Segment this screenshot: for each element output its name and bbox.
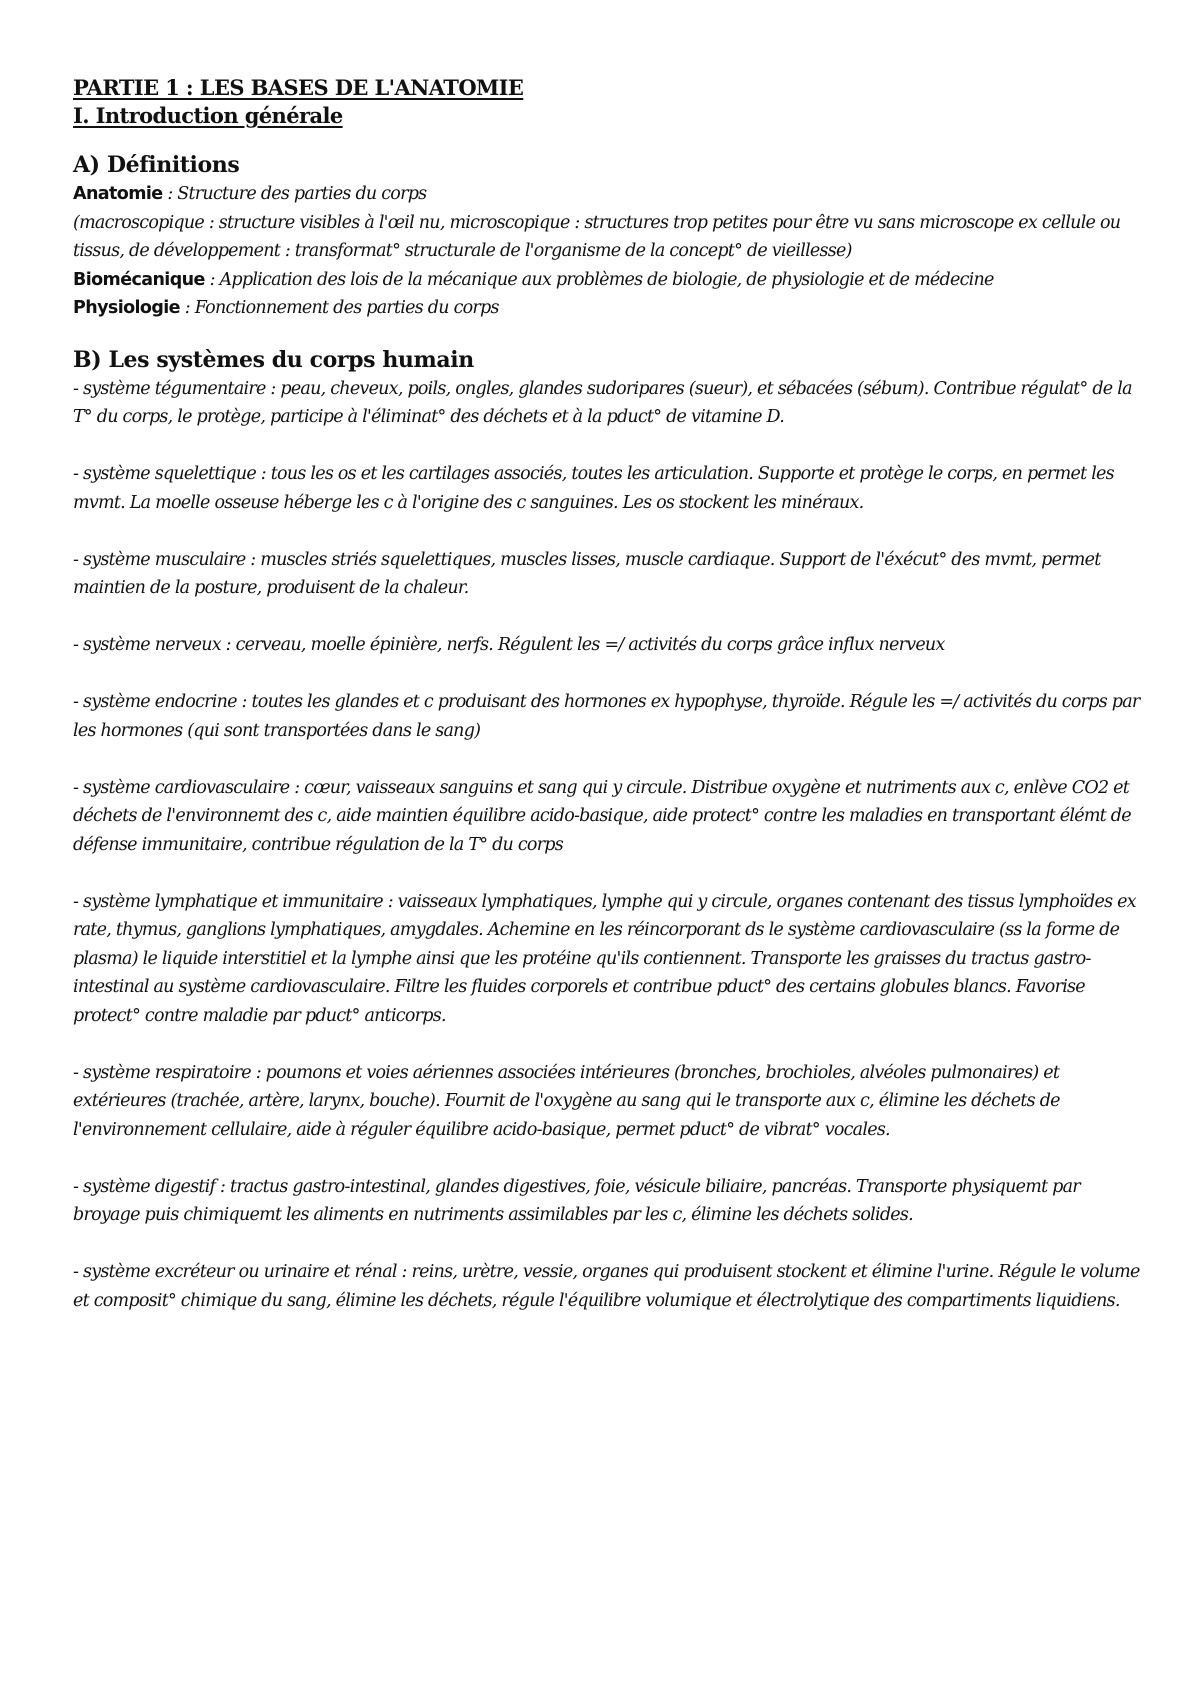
system-lymphatique: - système lymphatique et immunitaire : vaisseaux lymphatiques, lymphe qui y circule, organes contenant des tissus lymphoïdes ex rate, thymus, ganglions lymphatiques, amygdales. Achemine en les réincorporant ds le système cardiovasculaire (ss la forme de plasma) le liquide interstitiel et la lymphe ainsi que les protéine qu'ils contiennent. Transporte les graisses du tractus gastro-intestinal au système cardiovasculaire. Filtre les fluides corporels et contribue pduct° des certains globules blancs. Favorise protect° contre maladie par pduct° anticorps. (73, 891, 1136, 1026)
definition-anatomie-details (73, 209, 1143, 266)
definition-anatomie (73, 180, 1143, 209)
definition-text: (macroscopique : structure visibles à l'œil nu, microscopique : structures trop petites pour être vu sans microscope ex cellule ou tissus, de développement : transformat° structurale de l'organisme de la concept° de vieillesse) (73, 212, 1121, 261)
system-squelettique: - système squelettique : tous les os et les cartilages associés, toutes les articulation. Supporte et protège le corps, en permet les mvmt. La moelle osseuse héberge les c à l'origine des c sanguines. Les os stockent les minéraux. (73, 464, 1114, 513)
section-a-heading: A) Définitions (73, 152, 240, 178)
section-b-heading: B) Les systèmes du corps humain (73, 346, 474, 373)
system-nerveux: - système nerveux : cerveau, moelle épinière, nerfs. Régulent les =/ activités du corps grâce influx nerveux (73, 635, 945, 655)
part-title: PARTIE 1 : LES BASES DE L'ANATOMIE (73, 75, 524, 100)
system-excreteur: - système excréteur ou urinaire et rénal : reins, urètre, vessie, organes qui produisent stockent et élimine l'urine. Régule le volume et composit° chimique du sang, élimine les déchets, régule l'équilibre volumique et électrolytique des compartiments liquidiens. (73, 1262, 1140, 1311)
definition-biomecanique (73, 266, 1143, 295)
definition-text: : Fonctionnement des parties du corps (179, 298, 499, 318)
definition-term: Biomécanique (73, 269, 205, 290)
definition-term: Physiologie (73, 298, 180, 318)
definition-text: : Structure des parties du corps (162, 184, 427, 204)
systems-list (73, 375, 1143, 1316)
definition-physiologie (73, 294, 1143, 323)
system-cardiovasculaire: - système cardiovasculaire : cœur, vaisseaux sanguins et sang qui y circule. Distribue oxygène et nutriments aux c, enlève CO2 et déchets de l'environnemt des c, aide maintien équilibre acido-basique, aide protect° contre les maladies en transportant élémt de défense immunitaire, contribue régulation de la T° du corps (73, 777, 1131, 855)
definitions-block (73, 180, 1143, 323)
chapter-title: I. Introduction générale (73, 103, 343, 128)
system-respiratoire: - système respiratoire : poumons et voies aériennes associées intérieures (bronches, brochioles, alvéoles pulmonaires) et extérieures (trachée, artère, larynx, bouche). Fournit de l'oxygène au sang qui le transporte aux c, élimine les déchets de l'environnement cellulaire, aide à réguler équilibre acido-basique, permet pduct° de vibrat° vocales. (73, 1062, 1060, 1140)
system-endocrine: - système endocrine : toutes les glandes et c produisant des hormones ex hypophyse, thyroïde. Régule les =/ activités du corps par les hormones (qui sont transportées dans le sang) (73, 692, 1140, 741)
system-tegumentaire: - système tégumentaire : peau, cheveux, poils, ongles, glandes sudoripares (sueur), et sébacées (sébum). Contribue régulat° de la T° du corps, le protège, participe à l'éliminat° des déchets et à la pduct° de vitamine D. (73, 378, 1132, 427)
definition-term: Anatomie (73, 184, 163, 204)
system-digestif: - système digestif : tractus gastro-intestinal, glandes digestives, foie, vésicule biliaire, pancréas. Transporte physiquemt par broyage puis chimiquemt les aliments en nutriments assimilables par les c, élimine les déchets solides. (73, 1176, 1080, 1225)
system-musculaire: - système musculaire : muscles striés squelettiques, muscles lisses, muscle cardiaque. Support de l'éxécut° des mvmt, permet maintien de la posture, produisent de la chaleur. (73, 549, 1101, 598)
document-page (73, 74, 1143, 1315)
definition-text: : Application des lois de la mécanique aux problèmes de biologie, de physiologie et de médecine (204, 269, 994, 290)
